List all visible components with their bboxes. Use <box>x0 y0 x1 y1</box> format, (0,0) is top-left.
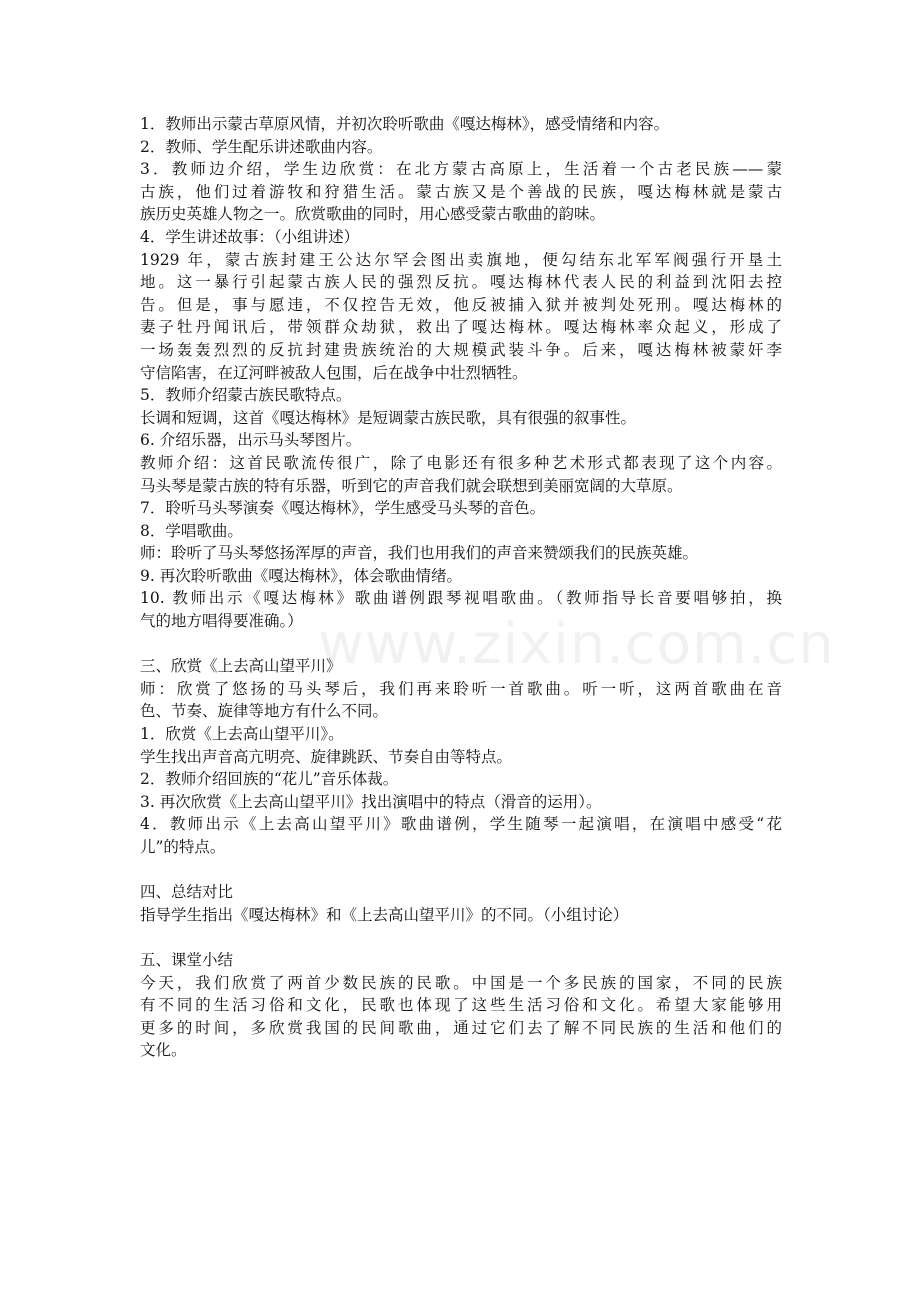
paragraph-line: 妻子牡丹闻讯后，带领群众劫狱，救出了嘎达梅林。嘎达梅林率众起义，形成了 <box>140 318 782 337</box>
paragraph-line: 三、欣赏《上去高山望平川》 <box>140 657 342 676</box>
paragraph-line: 10. 教师出示《嘎达梅林》歌曲谱例跟琴视唱歌曲。（教师指导长音要唱够拍，换 <box>140 589 782 608</box>
paragraph-line: 今天，我们欣赏了两首少数民族的民歌。中国是一个多民族的国家，不同的民族 <box>140 973 782 992</box>
paragraph-line: 师：聆听了马头琴悠扬浑厚的声音，我们也用我们的声音来赞颂我们的民族英雄。 <box>140 544 699 563</box>
paragraph-line: 3．教师边介绍，学生边欣赏：在北方蒙古高原上，生活着一个古老民族——蒙 <box>140 160 782 179</box>
paragraph-line: 文化。 <box>140 1041 187 1060</box>
blank-line <box>140 859 782 882</box>
paragraph-line: 6. 介绍乐器，出示马头琴图片。 <box>140 431 362 450</box>
blank-line <box>140 633 782 656</box>
paragraph-line: 色、节奏、旋律等地方有什么不同。 <box>140 702 389 721</box>
paragraph-line: 2．教师介绍回族的“花儿”音乐体裁。 <box>140 770 399 789</box>
paragraph-line: 9. 再次聆听歌曲《嘎达梅林》，体会歌曲情绪。 <box>140 566 462 585</box>
paragraph-line: 3. 再次欣赏《上去高山望平川》找出演唱中的特点（滑音的运用）。 <box>140 792 602 811</box>
paragraph-line: 7．聆听马头琴演奏《嘎达梅林》，学生感受马头琴的音色。 <box>140 499 546 518</box>
paragraph-line: 马头琴是蒙古族的特有乐器，听到它的声音我们就会联想到美丽宽阔的大草原。 <box>140 476 683 495</box>
paragraph-line: 地。这一暴行引起蒙古族人民的强烈反抗。嘎达梅林代表人民的利益到沈阳去控 <box>140 273 782 292</box>
paragraph-line: 一场轰轰烈烈的反抗封建贵族统治的大规模武装斗争。后来，嘎达梅林被蒙奸李 <box>140 340 782 359</box>
paragraph-line: 1929 年，蒙古族封建王公达尔罕会图出卖旗地，便勾结东北军军阀强行开垦土 <box>140 250 782 269</box>
paragraph-line: 有不同的生活习俗和文化，民歌也体现了这些生活习俗和文化。希望大家能够用 <box>140 996 782 1015</box>
watermark-text: www.zixin.com.cn <box>318 612 835 677</box>
paragraph-line: 2．教师、学生配乐讲述歌曲内容。 <box>140 137 383 156</box>
paragraph-line: 5．教师介绍蒙古族民歌特点。 <box>140 386 352 405</box>
paragraph-line: 儿”的特点。 <box>140 838 226 856</box>
paragraph-line: 守信陷害，在辽河畔被敌人包围，后在战争中壮烈牺牲。 <box>140 363 528 382</box>
paragraph-line: 五、课堂小结 <box>140 950 234 969</box>
paragraph-line: 学生找出声音高亢明亮、旋律跳跃、节奏自由等特点。 <box>140 747 513 766</box>
paragraph-line: 指导学生指出《嘎达梅林》和《上去高山望平川》的不同。（小组讨论） <box>140 905 629 924</box>
paragraph-line: 4．学生讲述故事：（小组讲述） <box>140 227 360 246</box>
paragraph-line: 4．教师出示《上去高山望平川》歌曲谱例，学生随琴一起演唱，在演唱中感受“花 <box>140 815 782 834</box>
paragraph-line: 族历史英雄人物之一。欣赏歌曲的同时，用心感受蒙古歌曲的韵味。 <box>140 205 606 224</box>
paragraph-line: 长调和短调，这首《嘎达梅林》是短调蒙古族民歌，具有很强的叙事性。 <box>140 408 637 427</box>
paragraph-line: 古族，他们过着游牧和狩猎生活。蒙古族又是个善战的民族，嘎达梅林就是蒙古 <box>140 182 782 201</box>
blank-line <box>140 926 782 949</box>
paragraph-line: 告。但是，事与愿违，不仅控告无效，他反被捕入狱并被判处死刑。嘎达梅林的 <box>140 295 782 314</box>
paragraph-line: 1．欣赏《上去高山望平川》。 <box>140 725 344 744</box>
paragraph-line: 8．学唱歌曲。 <box>140 521 243 540</box>
paragraph-line: 1．教师出示蒙古草原风情，并初次聆听歌曲《嘎达梅林》，感受情绪和内容。 <box>140 115 670 133</box>
document-body <box>140 113 782 1062</box>
paragraph-line: 教师介绍：这首民歌流传很广，除了电影还有很多种艺术形式都表现了这个内容。 <box>140 453 782 472</box>
paragraph-line: 更多的时间，多欣赏我国的民间歌曲，通过它们去了解不同民族的生活和他们的 <box>140 1018 782 1037</box>
paragraph-line: 气的地方唱得要准确。） <box>140 612 303 631</box>
paragraph-line: 四、总结对比 <box>140 883 234 902</box>
paragraph-line: 师：欣赏了悠扬的马头琴后，我们再来聆听一首歌曲。听一听，这两首歌曲在音 <box>140 679 782 698</box>
